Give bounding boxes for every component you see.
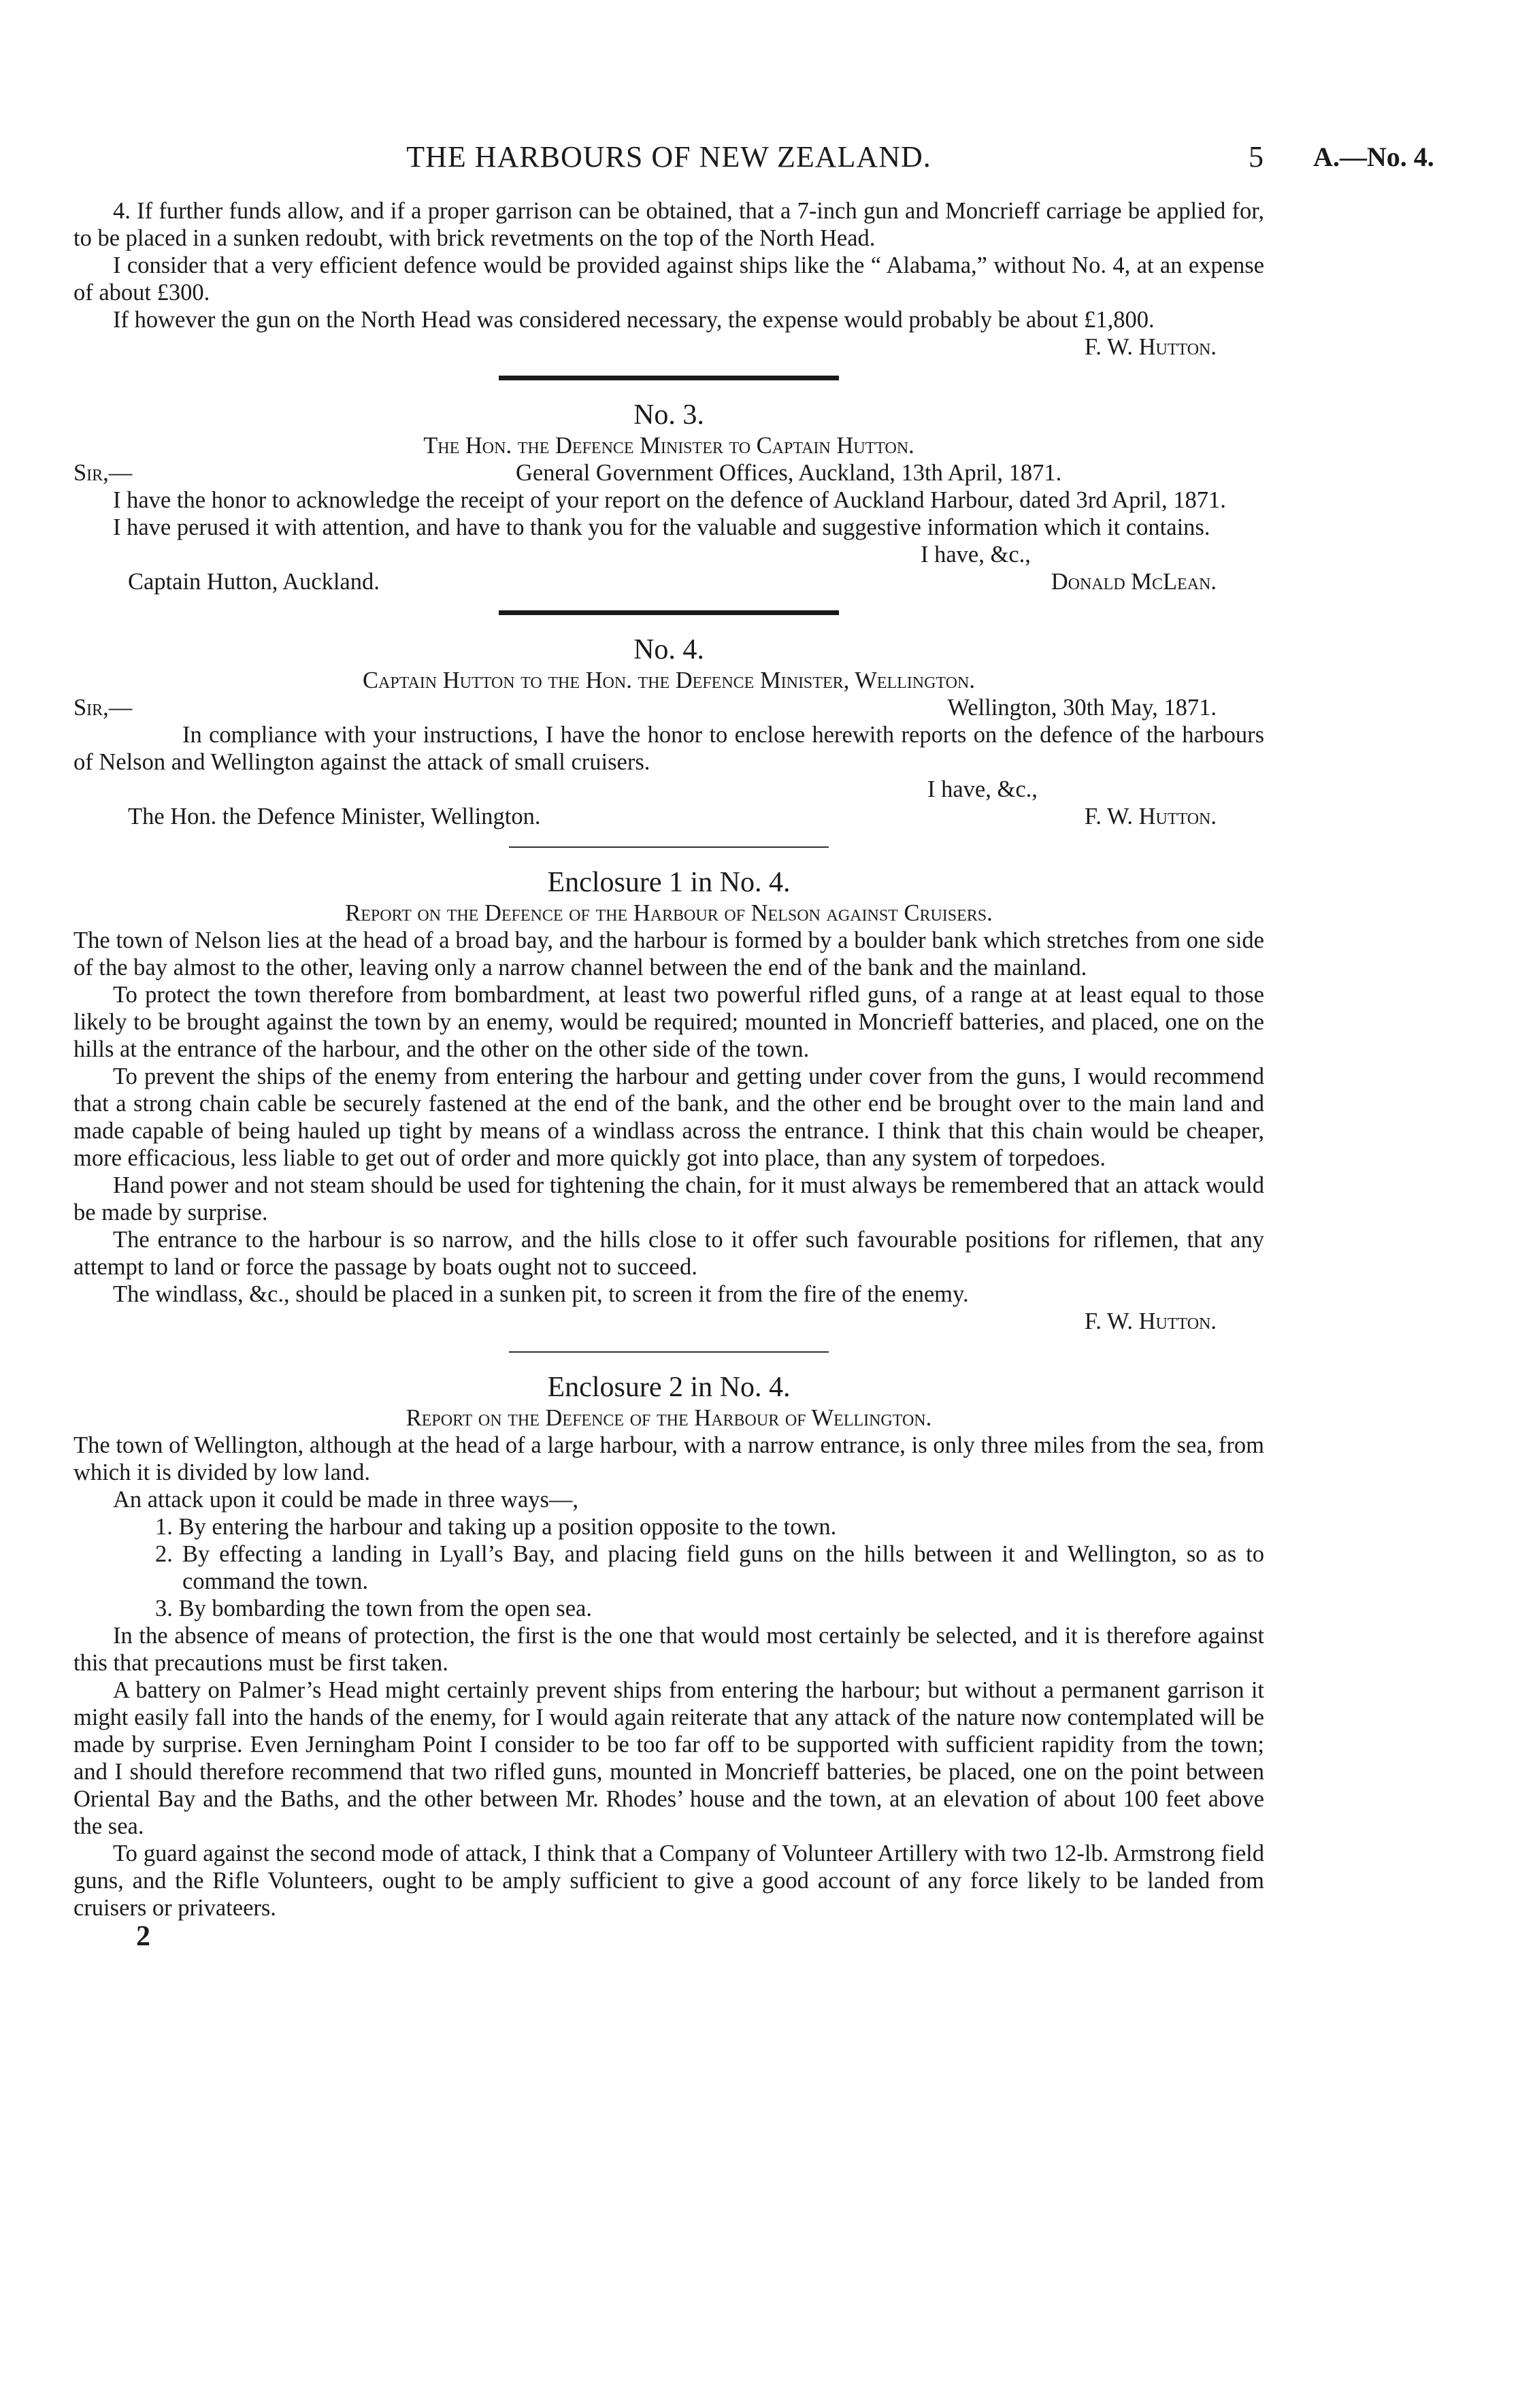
dateline: Wellington, 30th May, 1871. (947, 695, 1217, 721)
body-text (73, 197, 1264, 1950)
section-divider (499, 376, 839, 380)
list-item: 1. By entering the harbour and taking up a position opposite to the town. (155, 1514, 837, 1540)
running-header (73, 139, 1434, 180)
report-paragraph: A battery on Palmer’s Head might certainly prevent ships from entering the harbour; but without a permanent garrison it might easily fall into the hands of the enemy, for I would again reiterate that any attack of the nature now contemplated will be made by surprise. Even Jerningham Point I consider to be too far off to be supported with sufficient rapidity from the town; and I should therefore recommend that two rifled guns, mounted in Moncrieff batteries, be placed, one on the point between Oriental Bay and the Baths, and the other between Mr. Rhodes’ house and the town, at an elevation of about 100 feet above the sea. (73, 1677, 1264, 1839)
letter-paragraph: I have the honor to acknowledge the receipt of your report on the defence of Auckland Harbour, dated 3rd April, 1871. (113, 487, 1226, 513)
signature: F. W. Hutton. (1084, 1308, 1217, 1334)
salutation: Sir,— (73, 695, 133, 721)
report-paragraph: In the absence of means of protection, the first is the one that would most certainly be selected, and it is therefore against this that precautions must be first taken. (73, 1623, 1264, 1676)
enclosure-heading: Enclosure 1 in No. 4. (547, 867, 791, 898)
letter-paragraph: I have perused it with attention, and have to thank you for the valuable and suggestive information which it contains. (113, 514, 1210, 540)
list-item: 2. By effecting a landing in Lyall’s Bay, and placing field guns on the hills between it and Wellington, so as to command the town. (155, 1541, 1264, 1594)
intro-item-4: 4. If further funds allow, and if a proper garrison can be obtained, that a 7-inch gun and Moncrieff carriage be applied for, to be placed in a sunken redoubt, with brick revetments on the top of the North Head. (73, 198, 1264, 251)
letter-heading: No. 4. (633, 634, 704, 665)
report-paragraph: The town of Nelson lies at the head of a broad bay, and the harbour is formed by a boulder bank which stretches from one side of the bay almost to the other, leaving only a narrow channel between the end of the bank and the mainland. (73, 927, 1264, 980)
letter-subheading: The Hon. the Defence Minister to Captain Hutton. (423, 433, 914, 459)
letter-subheading: Captain Hutton to the Hon. the Defence Minister, Wellington. (363, 667, 975, 693)
page-title: THE HARBOURS OF NEW ZEALAND. (406, 140, 931, 174)
addressee: Captain Hutton, Auckland. (128, 569, 380, 595)
signature: F. W. Hutton. (1084, 334, 1217, 360)
salutation-line (73, 694, 1264, 721)
report-paragraph: The entrance to the harbour is so narrow, and the hills close to it offer such favourable positions for riflemen, that any attempt to land or force the passage by boats ought not to succeed. (73, 1227, 1264, 1280)
addressee: The Hon. the Defence Minister, Wellington. (128, 804, 541, 829)
report-paragraph: An attack upon it could be made in three ways—, (113, 1487, 579, 1513)
signature: Donald McLean. (1051, 569, 1217, 595)
report-paragraph: The windlass, &c., should be placed in a sunken pit, to screen it from the fire of the enemy. (113, 1281, 969, 1307)
folio-number: 2 (136, 1921, 150, 1952)
closing: I have, &c., (927, 776, 1038, 802)
report-paragraph: To guard against the second mode of attack, I think that a Company of Volunteer Artillery with two 12-lb. Armstrong field guns, and the Rifle Volunteers, ought to be amply sufficient to give a good account of any force likely to be landed from cruisers or privateers. (73, 1841, 1264, 1921)
report-paragraph: Hand power and not steam should be used for tightening the chain, for it must always be remembered that an attack would be made by surprise. (73, 1172, 1264, 1225)
section-divider (499, 610, 839, 615)
dateline: General Government Offices, Auckland, 13th April, 1871. (516, 460, 1062, 486)
report-paragraph: To protect the town therefore from bombardment, at least two powerful rifled guns, of a range at at least equal to those likely to be brought against the town by an enemy, would be required; mounted in Moncrieff batteries, and placed, one on the hills at the entrance of the harbour, and the other on the other side of the town. (73, 982, 1264, 1062)
letter-heading: No. 3. (633, 399, 704, 431)
enclosure-heading: Enclosure 2 in No. 4. (547, 1372, 791, 1403)
addressee-line (73, 568, 1264, 595)
section-divider (509, 846, 829, 848)
report-paragraph: To prevent the ships of the enemy from entering the harbour and getting under cover from the guns, I would recommend that a strong chain cable be securely fastened at the end of the bank, and the other end be brought over to the main land and made capable of being hauled up tight by means of a windlass across the entrance. I think that this chain would be cheaper, more efficacious, less liable to get out of order and more quickly got into place, than any system of torpedoes. (73, 1063, 1264, 1171)
addressee-line (73, 803, 1264, 830)
report-paragraph: The town of Wellington, although at the head of a large harbour, with a narrow entrance, is only three miles from the sea, from which it is divided by low land. (73, 1432, 1264, 1485)
salutation-line (73, 459, 1264, 486)
enclosure-subheading: Report on the Defence of the Harbour of Wellington. (406, 1405, 932, 1431)
section-number: A.—No. 4. (1313, 142, 1434, 172)
signature: F. W. Hutton. (1084, 804, 1217, 829)
intro-paragraph: If however the gun on the North Head was considered necessary, the expense would probably be about £1,800. (113, 307, 1155, 333)
closing: I have, &c., (921, 542, 1031, 567)
enclosure-subheading: Report on the Defence of the Harbour of Nelson against Cruisers. (345, 900, 993, 926)
page-number: 5 (1249, 140, 1264, 174)
salutation: Sir,— (73, 460, 133, 486)
section-divider (509, 1351, 829, 1353)
letter-paragraph: In compliance with your instructions, I have the honor to enclose herewith reports on the defence of the harbours of Nelson and Wellington against the attack of small cruisers. (73, 722, 1264, 775)
list-item: 3. By bombarding the town from the open sea. (155, 1596, 592, 1621)
intro-paragraph: I consider that a very efficient defence would be provided against ships like the “ Alabama,” without No. 4, at an expense of about £300. (73, 252, 1264, 306)
